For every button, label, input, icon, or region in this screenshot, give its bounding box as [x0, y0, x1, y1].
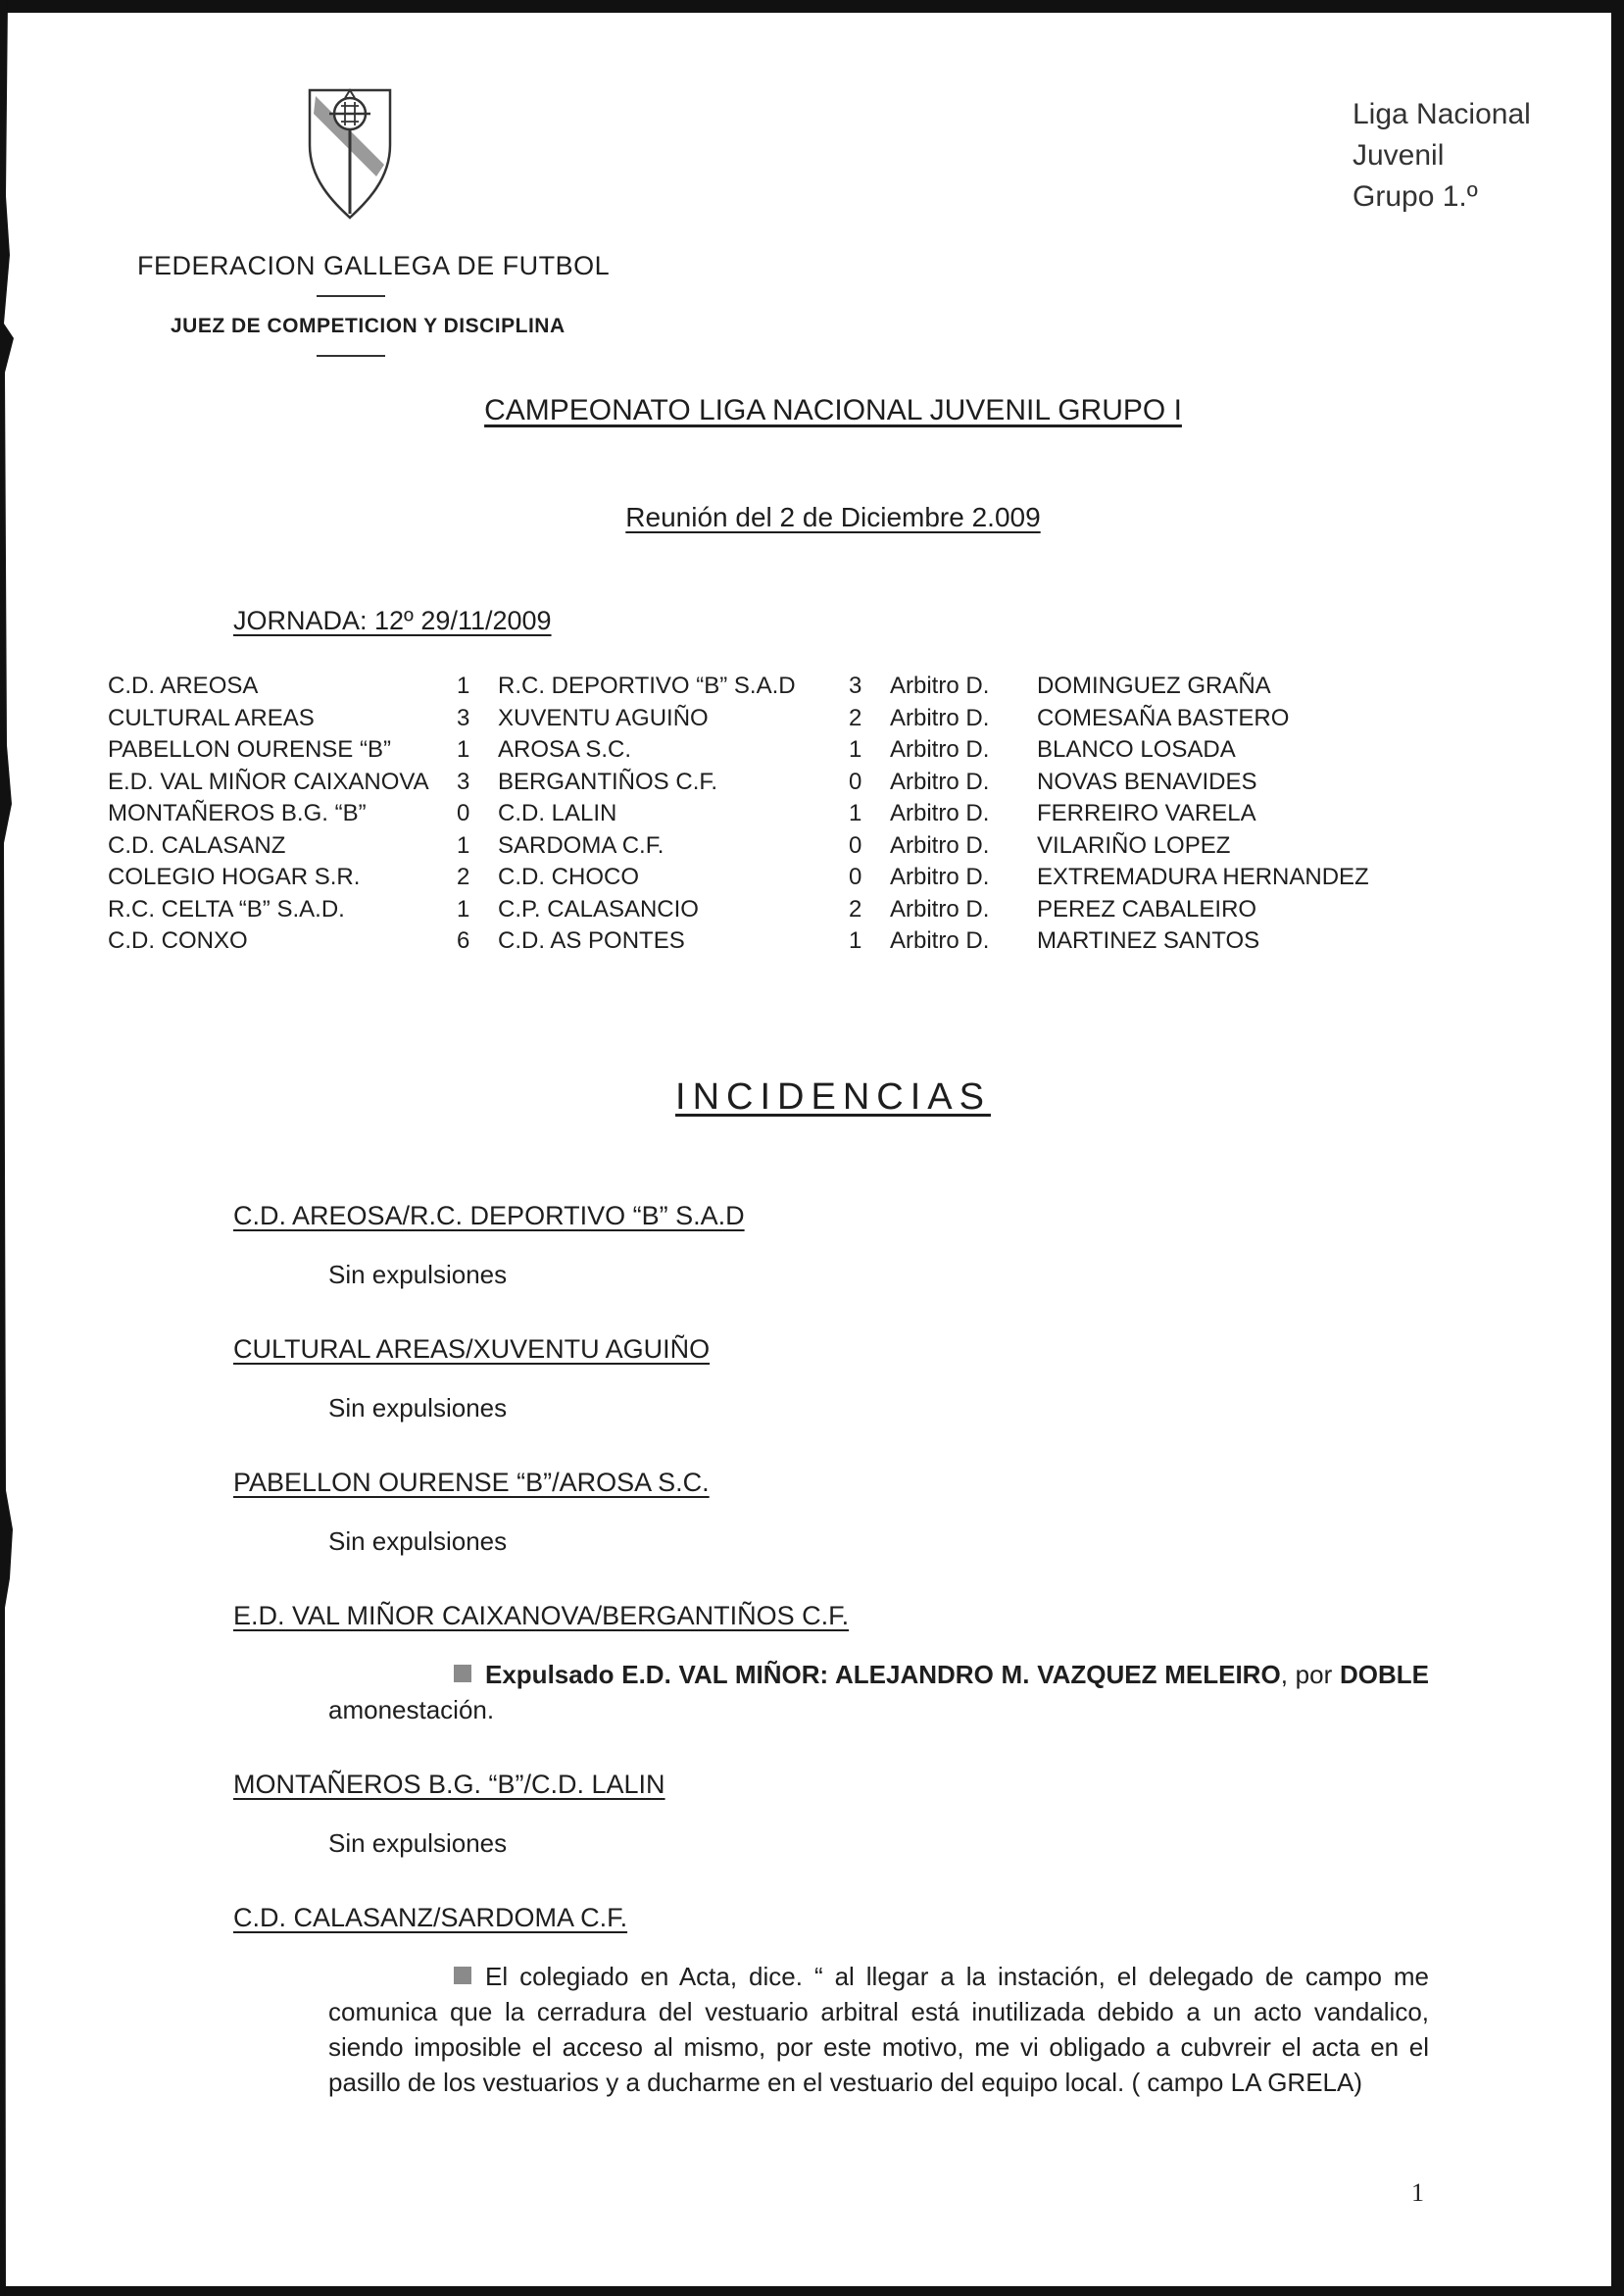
home-team: C.D. CONXO — [108, 927, 248, 954]
incident-match: CULTURAL AREAS/XUVENTU AGUIÑO — [233, 1334, 711, 1364]
away-score: 1 — [849, 736, 862, 763]
results-table — [108, 673, 1382, 960]
referee-name: MARTINEZ SANTOS — [1037, 927, 1260, 954]
expulsion-player: Expulsado E.D. VAL MIÑOR: ALEJANDRO M. VAZQUEZ MELEIRO — [485, 1660, 1281, 1689]
referee-label: Arbitro D. — [890, 864, 990, 890]
home-score: 0 — [457, 800, 470, 826]
league-line: Grupo 1.º — [1353, 180, 1478, 213]
home-team: PABELLON OURENSE “B” — [108, 736, 391, 763]
away-score: 2 — [849, 704, 862, 731]
incident-block — [233, 1463, 1429, 1559]
page-number: 1 — [1411, 2178, 1424, 2207]
home-team: C.D. CALASANZ — [108, 831, 286, 859]
result-row — [108, 800, 1382, 832]
away-team: BERGANTIÑOS C.F. — [498, 768, 718, 795]
referee-label: Arbitro D. — [890, 927, 990, 954]
home-score: 1 — [457, 736, 470, 763]
square-bullet-icon — [454, 1665, 471, 1682]
meeting-date: Reunión del 2 de Diciembre 2.009 — [625, 502, 1041, 532]
away-score: 1 — [849, 800, 862, 826]
league-label — [1353, 94, 1578, 218]
away-team: C.D. LALIN — [498, 800, 617, 826]
divider — [317, 295, 385, 297]
referee-label: Arbitro D. — [890, 895, 990, 923]
referee-name: FERREIRO VARELA — [1037, 800, 1256, 826]
away-score: 0 — [849, 768, 862, 795]
incident-text: Sin expulsiones — [328, 1828, 508, 1858]
referee-label: Arbitro D. — [890, 673, 990, 699]
referee-label: Arbitro D. — [890, 704, 990, 731]
home-team: MONTAÑEROS B.G. “B” — [108, 800, 367, 826]
expulsion-reason: DOBLE — [1340, 1660, 1429, 1689]
away-team: AROSA S.C. — [498, 736, 632, 763]
referee-name: PEREZ CABALEIRO — [1037, 895, 1257, 923]
referee-label: Arbitro D. — [890, 831, 990, 859]
away-score: 3 — [849, 673, 862, 699]
away-team: XUVENTU AGUIÑO — [498, 704, 709, 731]
federation-crest-icon — [306, 86, 394, 220]
result-row — [108, 769, 1382, 801]
incident-block — [233, 1765, 1429, 1861]
incident-block — [233, 1329, 1429, 1425]
home-score: 3 — [457, 768, 470, 795]
away-score: 0 — [849, 864, 862, 890]
scan-border-left — [0, 0, 15, 2296]
home-score: 2 — [457, 864, 470, 890]
home-team: E.D. VAL MIÑOR CAIXANOVA — [108, 768, 429, 795]
incidents-list — [233, 1196, 1429, 2137]
judge-title: JUEZ DE COMPETICION Y DISCIPLINA — [171, 315, 566, 337]
referee-label: Arbitro D. — [890, 800, 990, 826]
referee-name: EXTREMADURA HERNANDEZ — [1037, 864, 1369, 890]
scan-border-right — [1611, 0, 1624, 2296]
home-score: 1 — [457, 831, 470, 859]
federation-name: FEDERACION GALLEGA DE FUTBOL — [137, 251, 611, 280]
incident-block — [233, 1898, 1429, 2100]
home-team: COLEGIO HOGAR S.R. — [108, 864, 361, 890]
result-row — [108, 896, 1382, 928]
document-title: CAMPEONATO LIGA NACIONAL JUVENIL GRUPO I — [484, 394, 1182, 426]
home-score: 6 — [457, 927, 470, 954]
league-line: Juvenil — [1353, 139, 1445, 172]
away-score: 0 — [849, 831, 862, 859]
referee-label: Arbitro D. — [890, 768, 990, 795]
home-team: CULTURAL AREAS — [108, 704, 315, 731]
away-team: SARDOMA C.F. — [498, 831, 664, 859]
incident-block — [233, 1596, 1429, 1727]
away-team: C.D. AS PONTES — [498, 927, 685, 954]
result-row — [108, 864, 1382, 896]
incident-match: MONTAÑEROS B.G. “B”/C.D. LALIN — [233, 1770, 665, 1799]
away-team: R.C. DEPORTIVO “B” S.A.D — [498, 673, 796, 699]
referee-name: VILARIÑO LOPEZ — [1037, 831, 1231, 859]
home-team: R.C. CELTA “B” S.A.D. — [108, 895, 345, 923]
away-score: 2 — [849, 895, 862, 923]
referee-name: DOMINGUEZ GRAÑA — [1037, 673, 1271, 699]
scan-border-bottom — [0, 2286, 1624, 2296]
referee-name: COMESAÑA BASTERO — [1037, 704, 1290, 731]
referee-report-note — [328, 1959, 1429, 2100]
scan-border-top — [0, 0, 1624, 13]
away-team: C.D. CHOCO — [498, 864, 639, 890]
incident-match: E.D. VAL MIÑOR CAIXANOVA/BERGANTIÑOS C.F. — [233, 1601, 850, 1630]
away-score: 1 — [849, 927, 862, 954]
home-score: 1 — [457, 673, 470, 699]
result-row — [108, 927, 1382, 960]
away-team: C.P. CALASANCIO — [498, 895, 699, 923]
result-row — [108, 736, 1382, 769]
expulsion-reason-rest: amonestación. — [328, 1695, 495, 1724]
result-row — [108, 673, 1382, 705]
incident-match: PABELLON OURENSE “B”/AROSA S.C. — [233, 1468, 710, 1497]
incidents-heading: INCIDENCIAS — [675, 1076, 991, 1118]
league-line: Liga Nacional — [1353, 98, 1531, 130]
jornada-heading: JORNADA: 12º 29/11/2009 — [233, 606, 552, 635]
result-row — [108, 705, 1382, 737]
expulsion-note — [328, 1657, 1429, 1727]
incident-block — [233, 1196, 1429, 1292]
referee-report-text: El colegiado en Acta, dice. “ al llegar a la instación, el delegado de campo me comunica que la cerradura del vestuario arbitral está inutilizada debido a un acto vandalico, siendo imposible el acceso al mismo, por este motivo, me vi obligado a cubvreir el acta en el pasillo de los vestuarios y a ducharme en el vestuario del equipo local. ( campo LA GRELA) — [328, 1962, 1429, 2097]
incident-text: Sin expulsiones — [328, 1526, 508, 1556]
referee-label: Arbitro D. — [890, 736, 990, 763]
home-score: 1 — [457, 895, 470, 923]
square-bullet-icon — [454, 1967, 471, 1984]
incident-match: C.D. CALASANZ/SARDOMA C.F. — [233, 1903, 628, 1932]
incident-text: Sin expulsiones — [328, 1260, 508, 1289]
expulsion-connector: , por — [1280, 1660, 1340, 1689]
divider — [317, 355, 385, 357]
home-score: 3 — [457, 704, 470, 731]
referee-name: NOVAS BENAVIDES — [1037, 768, 1257, 795]
referee-name: BLANCO LOSADA — [1037, 736, 1236, 763]
incident-text: Sin expulsiones — [328, 1393, 508, 1423]
result-row — [108, 832, 1382, 865]
home-team: C.D. AREOSA — [108, 673, 259, 699]
incident-match: C.D. AREOSA/R.C. DEPORTIVO “B” S.A.D — [233, 1201, 745, 1230]
